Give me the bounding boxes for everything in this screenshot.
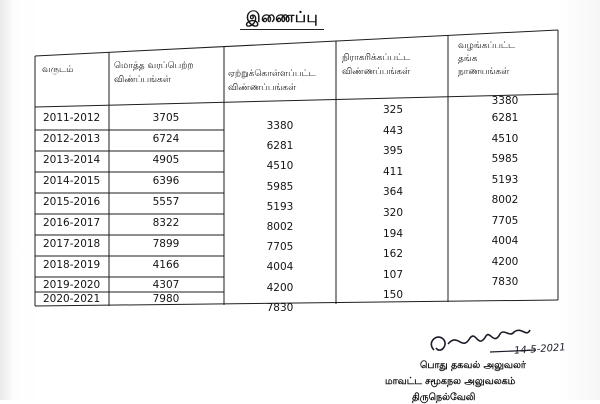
table-cell-year: 2018-2019	[43, 259, 101, 271]
header-rejected-line2: விண்ணப்பங்கள்	[342, 67, 411, 77]
table-cell-year: 2011-2012	[43, 112, 101, 124]
table-cell-rejected: 364	[382, 186, 404, 199]
table-cell-accepted: 4200	[266, 281, 294, 294]
header-year: வருடம்	[42, 65, 74, 75]
header-coins-line2: தங்க	[458, 54, 478, 64]
table-cell-rejected: 320	[382, 207, 404, 219]
table-cell-total: 4307	[152, 279, 180, 291]
office-location: திருநெல்வேலி	[412, 392, 476, 403]
table-cell-year: 2017-2018	[43, 238, 101, 250]
table-cell-year: 2015-2016	[43, 196, 101, 208]
table-cell-accepted: 7705	[266, 241, 294, 254]
table-cell-year: 2012-2013	[43, 133, 101, 145]
table-cell-total: 8322	[152, 217, 180, 229]
table-cell-coins: 5193	[491, 173, 519, 186]
page-title: இணைப்பு	[240, 8, 324, 30]
header-coins-line3: நாணயங்கள்	[458, 67, 510, 77]
table-cell-year: 2013-2014	[43, 154, 101, 166]
table-cell-accepted: 3380	[266, 120, 294, 132]
table-cell-total: 6724	[152, 133, 180, 145]
header-accepted-line1: ஏற்றுக்கொள்ளப்பட்ட	[228, 69, 316, 79]
table-cell-total: 5557	[152, 196, 180, 208]
table-cell-coins: 6281	[491, 112, 519, 124]
header-accepted-line2: விண்ணப்பங்கள்	[228, 83, 297, 93]
table-cell-total: 3705	[152, 112, 180, 124]
table-cell-total: 7980	[152, 293, 180, 305]
table-cell-accepted: 4510	[266, 160, 294, 173]
coins-first-value: 3380	[491, 95, 519, 107]
table-cell-accepted: 8002	[266, 221, 294, 233]
office-name: மாவட்ட சமூகநல அலுவலகம்	[385, 376, 516, 387]
table-cell-total: 4905	[152, 154, 180, 166]
table-cell-total: 4166	[152, 259, 180, 271]
table-cell-rejected: 411	[382, 165, 404, 178]
table-cell-rejected: 107	[382, 268, 404, 281]
table-cell-rejected: 325	[382, 104, 404, 116]
table-cell-year: 2019-2020	[43, 279, 101, 291]
table-cell-rejected: 395	[382, 145, 404, 158]
table-cell-rejected: 162	[382, 248, 404, 261]
table-cell-coins: 8002	[491, 194, 519, 206]
table-cell-accepted: 4004	[266, 261, 294, 274]
table-cell-year: 2020-2021	[43, 293, 101, 305]
table-cell-rejected: 194	[382, 227, 404, 240]
header-rejected-line1: நிராகரிக்கப்பட்ட	[342, 53, 411, 63]
officer-designation: பொது தகவல் அலுவலர்	[420, 360, 526, 371]
table-cell-accepted: 7830	[266, 301, 294, 314]
header-total-line1: மொத்த வரப்பெற்ற	[114, 61, 194, 71]
table-cell-coins: 5985	[491, 153, 519, 165]
table-cell-coins: 7830	[491, 276, 519, 288]
table-cell-accepted: 6281	[266, 140, 294, 153]
table-cell-accepted: 5985	[266, 180, 294, 193]
table-cell-coins: 4200	[491, 255, 519, 268]
table-cell-accepted: 5193	[266, 200, 294, 213]
table-cell-coins: 7705	[491, 214, 519, 227]
table-cell-year: 2016-2017	[43, 217, 101, 229]
table-cell-total: 7899	[152, 238, 180, 250]
table-cell-total: 6396	[152, 175, 180, 187]
table-cell-coins: 4510	[491, 132, 519, 145]
table-cell-rejected: 150	[382, 289, 404, 302]
header-total-line2: விண்ப்பங்கள்	[114, 75, 171, 85]
table-cell-rejected: 443	[382, 124, 404, 137]
signature-date: 14-5-2021	[513, 342, 567, 357]
table-cell-coins: 4004	[491, 235, 519, 247]
table-cell-year: 2014-2015	[43, 175, 101, 187]
header-coins-line1: வழங்கப்பட்ட	[458, 41, 516, 51]
